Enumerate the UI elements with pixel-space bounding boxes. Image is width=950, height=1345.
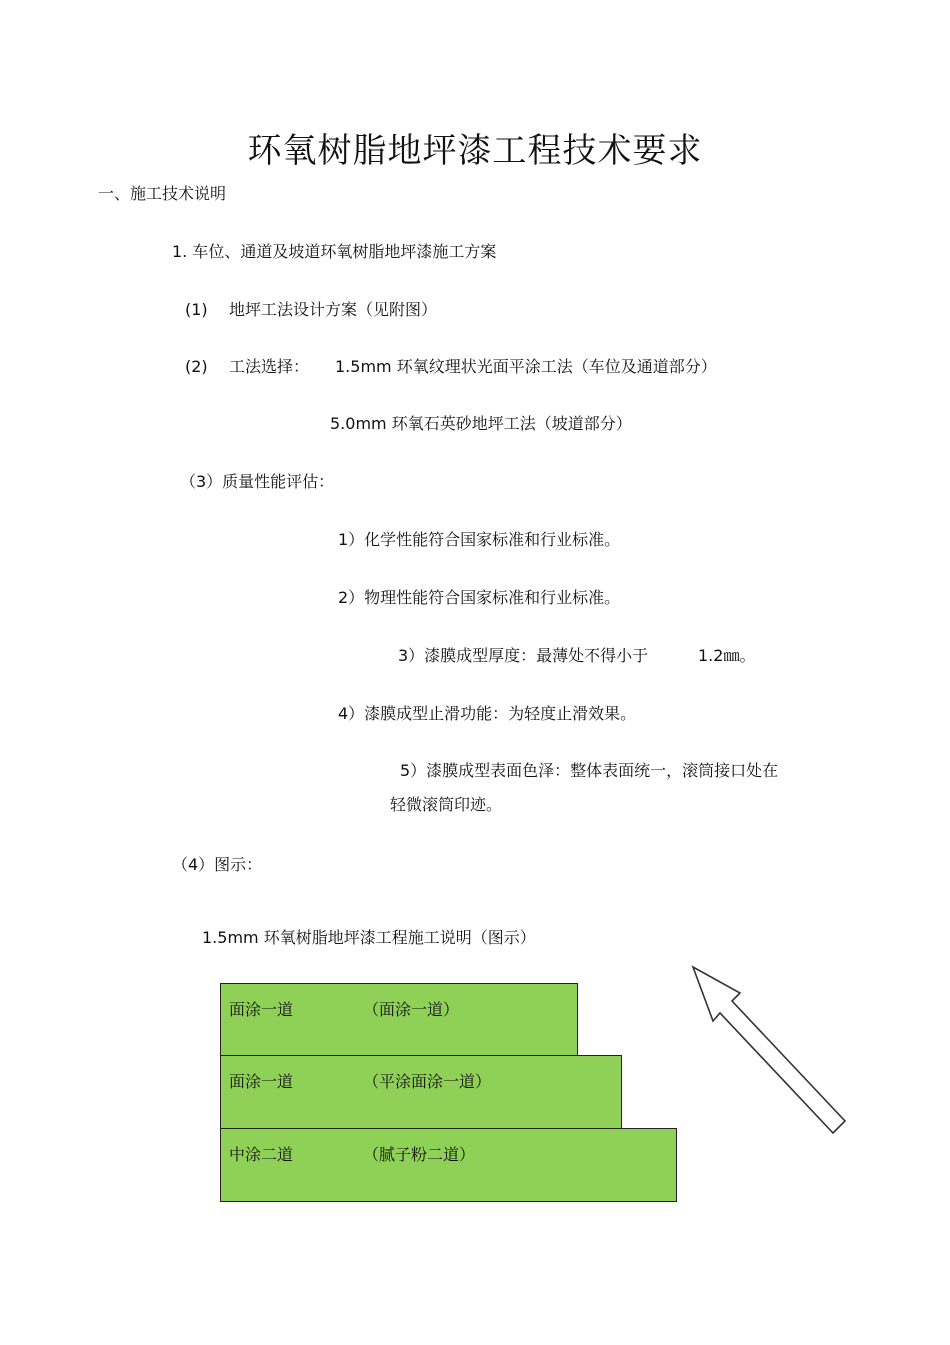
layer-bottom-name: 中涂二道 [229, 1145, 294, 1164]
layer-bottom [220, 1128, 677, 1202]
page-title: 环氧树脂地坪漆工程技术要求 [247, 131, 703, 171]
layer-top [220, 983, 578, 1057]
quality-item-2: 2）物理性能符合国家标准和行业标准。 [338, 588, 621, 607]
layer-middle [220, 1055, 622, 1130]
point-2-label: 工法选择： [229, 357, 310, 376]
quality-item-3: 3）漆膜成型厚度：最薄处不得小于 [398, 646, 649, 665]
point-2-option-2: 5.0mm 环氧石英砂地坪工法（坡道部分） [330, 414, 632, 433]
quality-item-5-line-2: 轻微滚筒印迹。 [390, 795, 503, 814]
quality-item-1: 1）化学性能符合国家标准和行业标准。 [338, 530, 621, 549]
diagram-caption: 1.5mm 环氧树脂地坪漆工程施工说明（图示） [202, 928, 536, 947]
arrow-up-left-icon [685, 955, 855, 1140]
point-1-number: (1) [185, 300, 208, 319]
quality-item-4: 4）漆膜成型止滑功能：为轻度止滑效果。 [338, 704, 637, 723]
item-heading: 1. 车位、通道及坡道环氧树脂地坪漆施工方案 [172, 242, 497, 261]
layer-bottom-desc: （腻子粉二道） [363, 1145, 476, 1164]
quality-item-3-value: 1.2㎜。 [698, 646, 756, 665]
layer-top-desc: （面涂一道） [363, 1000, 460, 1019]
layer-top-name: 面涂一道 [229, 1000, 294, 1019]
layer-middle-name: 面涂一道 [229, 1072, 294, 1091]
section-heading: 一、施工技术说明 [98, 184, 227, 203]
point-2-option-1: 1.5mm 环氧纹理状光面平涂工法（车位及通道部分） [335, 357, 717, 376]
point-3-heading: （3）质量性能评估： [180, 472, 335, 491]
point-4-heading: （4）图示： [172, 855, 263, 874]
layer-middle-desc: （平涂面涂一道） [363, 1072, 492, 1091]
quality-item-5-line-1: 5）漆膜成型表面色泽：整体表面统一，滚筒接口处在 [400, 761, 779, 780]
point-2-number: (2) [185, 357, 208, 376]
point-1-text: 地坪工法设计方案（见附图） [229, 300, 438, 319]
